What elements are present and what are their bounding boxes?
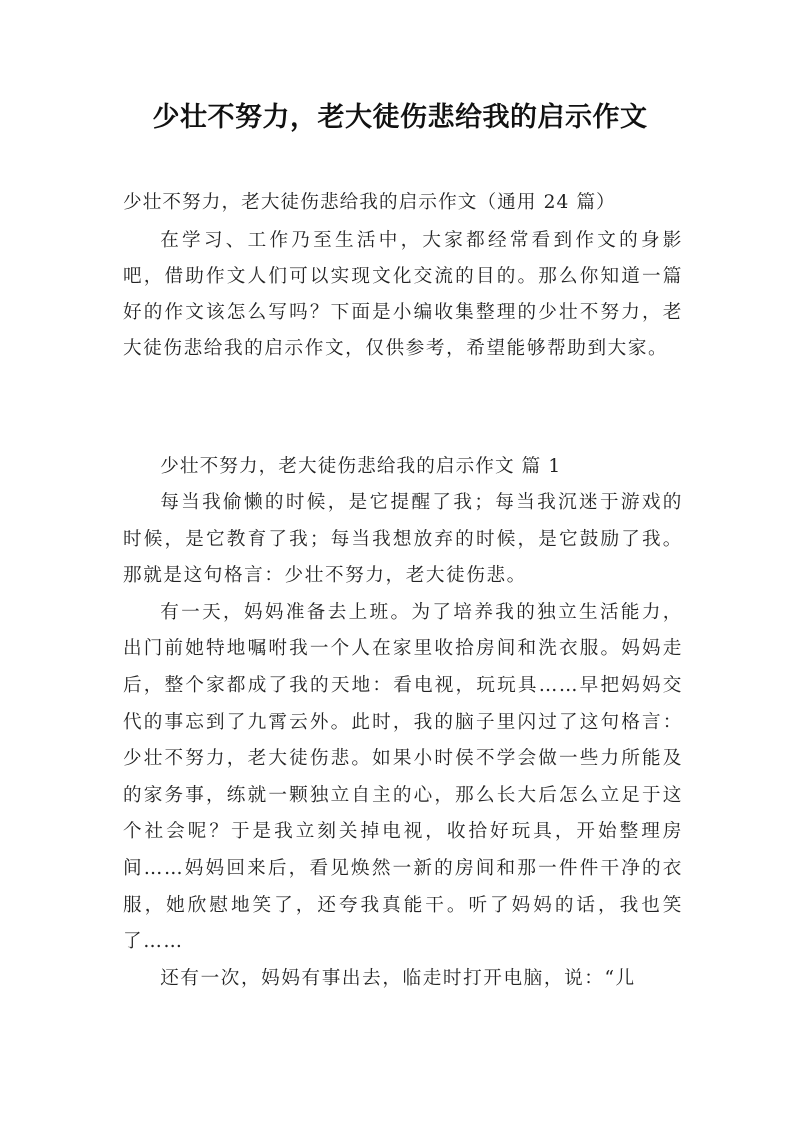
document-subtitle: 少壮不努力，老大徒伤悲给我的启示作文（通用 24 篇） (123, 192, 616, 213)
section-heading: 少壮不努力，老大徒伤悲给我的启示作文 篇 1 (160, 456, 562, 477)
intro-paragraph: 在学习、工作乃至生活中，大家都经常看到作文的身影吧，借助作文人们可以实现文化交流的目的。那么你知道一篇好的作文该怎么写吗？下面是小编收集整理的少壮不努力，老大徒伤悲给我的启示作文，仅供参考，希望能够帮助到大家。 (123, 230, 683, 359)
essay-paragraph: 每当我偷懒的时候，是它提醒了我；每当我沉迷于游戏的时候，是它教育了我；每当我想放弃的时候，是它鼓励了我。那就是这句格言：少壮不努力，老大徒伤悲。 (123, 492, 683, 587)
document-title: 少壮不努力，老大徒伤悲给我的启示作文 (152, 102, 648, 133)
essay-paragraph: 有一天，妈妈准备去上班。为了培养我的独立生活能力，出门前她特地嘱咐我一个人在家里收拾房间和洗衣服。妈妈走后，整个家都成了我的天地：看电视，玩玩具……早把妈妈交代的事忘到了九霄云外。此时，我的脑子里闪过了这句格言：少壮不努力，老大徒伤悲。如果小时侯不学会做一些力所能及的家务事，练就一颗独立自主的心，那么长大后怎么立足于这个社会呢？于是我立刻关掉电视，收拾好玩具，开始整理房间……妈妈回来后，看见焕然一新的房间和那一件件干净的衣服，她欣慰地笑了，还夸我真能干。听了妈妈的话，我也笑了…… (123, 601, 683, 953)
essay-paragraph: 还有一次，妈妈有事出去，临走时打开电脑，说：“儿 (160, 967, 636, 989)
essay-body (123, 485, 683, 997)
